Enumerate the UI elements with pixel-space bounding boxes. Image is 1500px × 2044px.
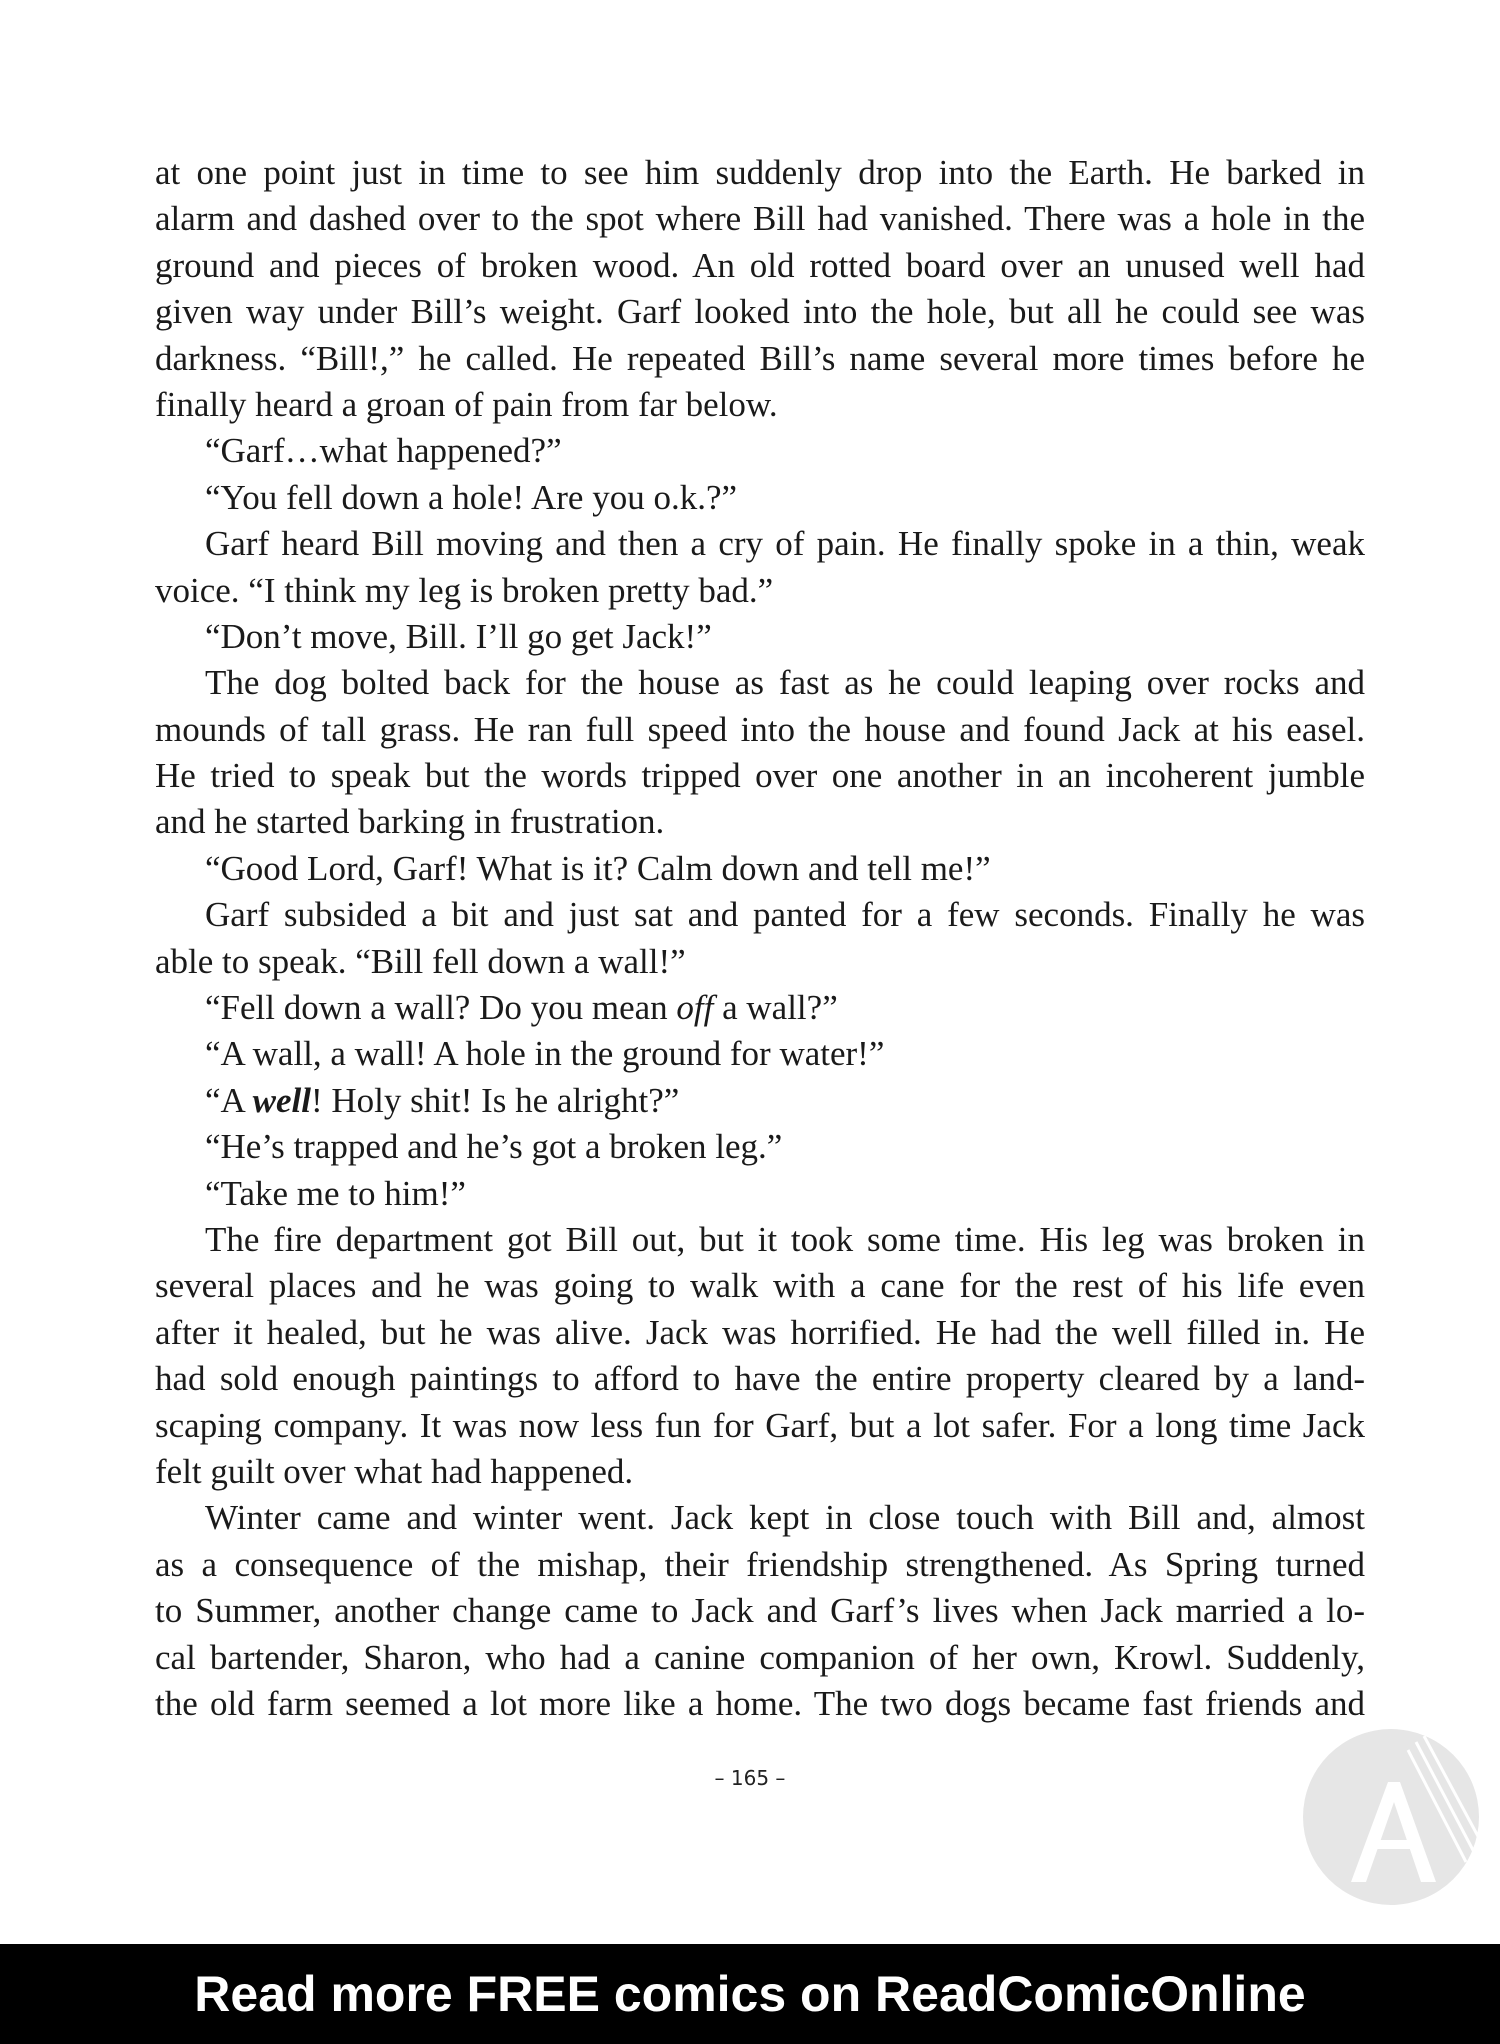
text-line: cal bartender, Sharon, who had a canine companion of her own, Krowl. Suddenly, — [155, 1637, 1365, 1677]
text-line: alarm and dashed over to the spot where Bill had vanished. There was a hole in the — [155, 199, 1365, 239]
text-line: “He’s trapped and he’s got a broken leg.” — [205, 1127, 783, 1167]
text-line: “Garf…what happened?” — [205, 431, 562, 471]
site-logo-icon — [1296, 1722, 1486, 1912]
text-line: Garf subsided a bit and just sat and panted for a few seconds. Finally he was — [205, 895, 1365, 935]
text-line: as a consequence of the mishap, their friendship strengthened. As Spring turned — [155, 1544, 1365, 1584]
text-line: “Take me to him!” — [205, 1173, 466, 1213]
text-run: “A — [205, 1080, 253, 1120]
text-run: a wall?” — [713, 988, 838, 1028]
text-line: “A wall, a wall! A hole in the ground for water!” — [205, 1034, 885, 1074]
text-line: had sold enough paintings to afford to have the entire property cleared by a land- — [155, 1359, 1365, 1399]
promo-banner-text: Read more FREE comics on ReadComicOnline — [194, 1966, 1306, 2022]
text-line — [155, 985, 1365, 1031]
page-number: – 165 – — [714, 1766, 786, 1790]
text-line: Winter came and winter went. Jack kept in close touch with Bill and, almost — [205, 1498, 1365, 1538]
text-line: “Good Lord, Garf! What is it? Calm down and tell me!” — [205, 848, 991, 888]
emphasized-word: well — [252, 1080, 311, 1120]
text-run: “Fell down a wall? Do you mean — [205, 988, 677, 1028]
text-line: Garf heard Bill moving and then a cry of pain. He finally spoke in a thin, weak — [205, 524, 1365, 564]
text-line: the old farm seemed a lot more like a home. The two dogs became fast friends and — [155, 1683, 1365, 1723]
emphasized-word: off — [676, 988, 714, 1028]
text-run: ! Holy shit! Is he alright?” — [310, 1080, 680, 1120]
text-line: to Summer, another change came to Jack and Garf’s lives when Jack married a lo- — [155, 1591, 1365, 1631]
promo-banner-link[interactable] — [0, 1944, 1500, 2044]
text-line: darkness. “Bill!,” he called. He repeated Bill’s name several more times before he — [155, 338, 1365, 378]
text-line: after it healed, but he was alive. Jack was horrified. He had the well filled in. He — [155, 1312, 1365, 1352]
text-line — [155, 1078, 1365, 1124]
page-body-text — [155, 150, 1365, 1727]
text-line: several places and he was going to walk with a cane for the rest of his life even — [155, 1266, 1365, 1306]
text-line: voice. “I think my leg is broken pretty bad.” — [155, 570, 774, 610]
text-line: scaping company. It was now less fun for Garf, but a lot safer. For a long time Jack — [155, 1405, 1365, 1445]
text-line: He tried to speak but the words tripped over one another in an incoherent jumble — [155, 756, 1365, 796]
text-line: finally heard a groan of pain from far below. — [155, 384, 778, 424]
text-line: ground and pieces of broken wood. An old rotted board over an unused well had — [155, 245, 1365, 285]
text-line: “Don’t move, Bill. I’ll go get Jack!” — [205, 616, 712, 656]
text-line: mounds of tall grass. He ran full speed into the house and found Jack at his easel. — [155, 709, 1365, 749]
text-line: given way under Bill’s weight. Garf looked into the hole, but all he could see was — [155, 292, 1365, 332]
text-line: at one point just in time to see him suddenly drop into the Earth. He barked in — [155, 153, 1365, 192]
text-line: The dog bolted back for the house as fast as he could leaping over rocks and — [205, 663, 1365, 703]
text-line: and he started barking in frustration. — [155, 802, 665, 842]
text-line: “You fell down a hole! Are you o.k.?” — [205, 477, 738, 517]
text-line: The fire department got Bill out, but it took some time. His leg was broken in — [205, 1219, 1365, 1259]
text-line: felt guilt over what had happened. — [155, 1451, 634, 1491]
text-line: able to speak. “Bill fell down a wall!” — [155, 941, 686, 981]
